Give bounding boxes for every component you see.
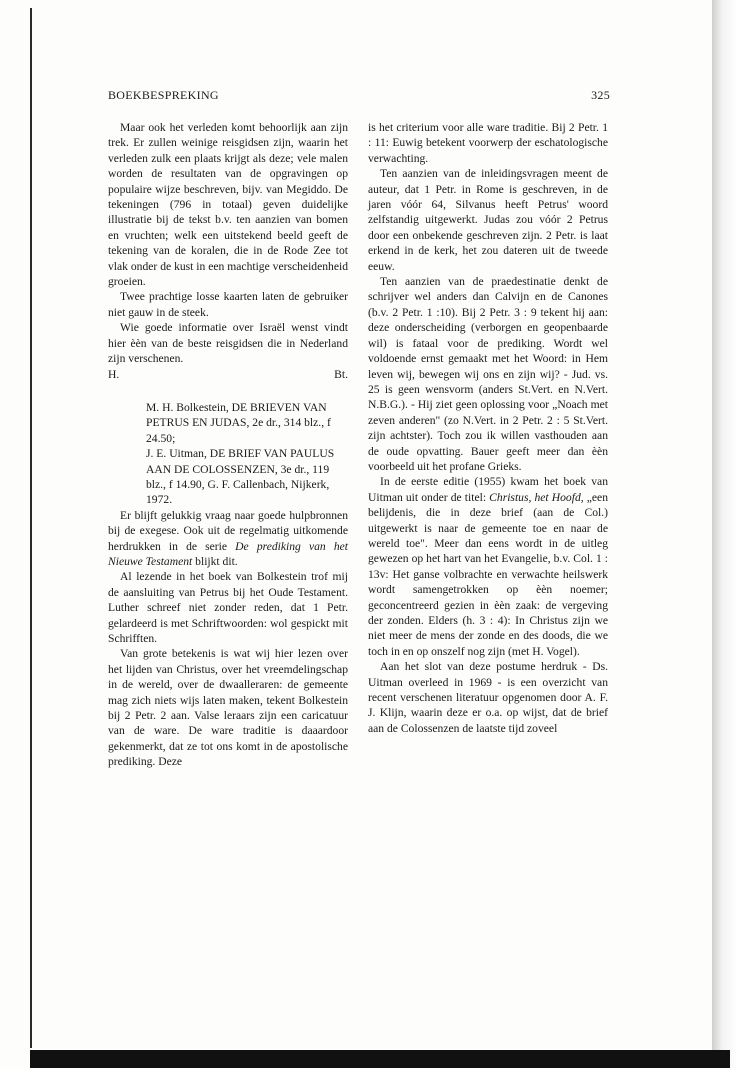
scan-edge-left — [30, 8, 32, 1048]
paragraph: Van grote betekenis is wat wij hier lezen over het lijden van Christus, over het vreemdelingschap in de wereld, over de dwaalleraren: de gemeente mag zich niets wijs laten maken, tekent Bolkestein bij 2 Petr. 2 aan. Valse leraars zijn een caricatuur van de ware. De ware traditie is daaardoor gekenmerkt, dat ze tot ons komt in de apostolische prediking. Deze — [108, 647, 348, 769]
signature-initial: H. — [108, 367, 120, 381]
running-title: BOEKBESPREKING — [108, 88, 219, 102]
book-entry-bolkestein: M. H. Bolkestein, DE BRIEVEN VAN PETRUS EN JUDAS, 2e dr., 314 blz., f 24.50; — [146, 400, 331, 445]
scan-edge-bottom — [30, 1050, 730, 1068]
scan-edge-right — [712, 0, 738, 1068]
book-entry-uitman: J. E. Uitman, DE BRIEF VAN PAULUS AAN DE COLOSSENZEN, 3e dr., 119 blz., f 14.90, G. F. Callenbach, Nijkerk, 1972. — [146, 447, 335, 507]
paragraph: In de eerste editie (1955) kwam het boek van Uitman uit onder de titel: Christus, het Hoofd, „een belijdenis, die in deze brief (aan de Col.) uitgewerkt is naar de gemeente toe en naar de wereld toe". Meer dan eens wordt in de uitleg gewezen op het hart van het Evangelie, b.v. Col. 1 : 13v: Het ganse volbrachte en verwachte heilswerk wordt samengetrokken op èèn noemer; geconcentreerd gezien in èèn zaak: de vergeving der zonden. Elders (h. 3 : 4): In Christus zijn we niet meer de mens der zonde en des doods, die we toch in en op onszelf nog zijn (met H. Vogel). — [368, 475, 609, 658]
signature-abbrev: Bt. — [334, 367, 348, 381]
book-title: Christus, het Hoofd, — [489, 490, 584, 504]
book-listing — [146, 400, 348, 508]
paragraph: is het criterium voor alle ware traditie. Bij 2 Petr. 1 : 11: Euwig betekent voorwerp der eschatologische verwachting. — [368, 121, 608, 165]
paragraph: Al lezende in het boek van Bolkestein trof mij de aansluiting van Petrus bij het Oude Testament. Luther schreef niet zonder reden, dat 1 Petr. gelardeerd is met Schriftwoorden: wol gespickt mit Schrifften. — [108, 570, 348, 645]
left-column — [108, 120, 348, 770]
right-column — [368, 120, 608, 736]
paragraph: Maar ook het verleden komt behoorlijk aan zijn trek. Er zullen weinige reisgidsen zijn, waarin het verleden zulk een plaats krijgt als deze; vele malen worden de resultaten van de opgravingen op populaire wijze beschreven, bijv. van Megiddo. De tekeningen (796 in totaal) geven duidelijke illustratie bij de tekst b.v. ten aanzien van bomen en vruchten; welk een uitstekend beeld geeft de tekening van de koralen, die in de Rode Zee tot vlak onder de kust in een machtige verscheidenheid groeien. — [108, 121, 348, 289]
paragraph: Wie goede informatie over Israël wenst vindt hier èèn van de beste reisgidsen die in Nederland zijn verschenen. — [108, 321, 348, 366]
paragraph: Aan het slot van deze postume herdruk - Ds. Uitman overleed in 1969 - is een overzicht van recent verschenen literatuur opgenomen door A. F. J. Klijn, waarin deze er o.a. op wijst, dat de brief aan de Colossenzen de laatste tijd zoveel — [368, 660, 608, 735]
paragraph: Ten aanzien van de praedestinatie denkt de schrijver wel anders dan Calvijn en de Canones (b.v. 2 Petr. 1 :10). Bij 2 Petr. 3 : 9 tekent hij aan: deze onderscheiding (verborgen en geopenbaarde wil) is fataal voor de prediking. Wordt wel voldoende ernst gemaakt met het Woord: in Hem leven wij, bewegen wij ons en zijn wij? - Jud. vs. 25 is geen wensvorm (anders St.Vert. en N.Vert. N.B.G.). - Hij ziet geen oplossing voor „Noach met zeven anderen" (zo N.Vert. in 2 Petr. 2 : 5 St.Vert. zijn achtster). Toch zou ik willen vasthouden aan de oude opvatting. Bauer geeft meer dan èèn voorbeeld uit het profane Grieks. — [368, 275, 608, 473]
paragraph: Twee prachtige losse kaarten laten de gebruiker niet gauw in de steek. — [108, 290, 348, 319]
paragraph: Ten aanzien van de inleidingsvragen meent de auteur, dat 1 Petr. in Rome is geschreven, in de jaren vóór 64, Silvanus heeft Petrus' woord zelfstandig uitgewerkt. Judas zou vóór 2 Petrus door een onbekende geschreven zijn. 2 Petr. is laat erkend in de kerk, het zou dateren uit de tweede eeuw. — [368, 167, 608, 273]
running-header — [108, 88, 610, 103]
page-number: 325 — [591, 88, 610, 102]
review-signature — [108, 367, 348, 382]
series-title: De prediking van het Nieuwe Testament — [108, 539, 348, 568]
paragraph: Er blijft gelukkig vraag naar goede hulpbronnen bij de exegese. Ook uit de regelmatig uitkomende herdrukken in de serie De prediking van het Nieuwe Testament blijkt dit. — [108, 508, 348, 568]
